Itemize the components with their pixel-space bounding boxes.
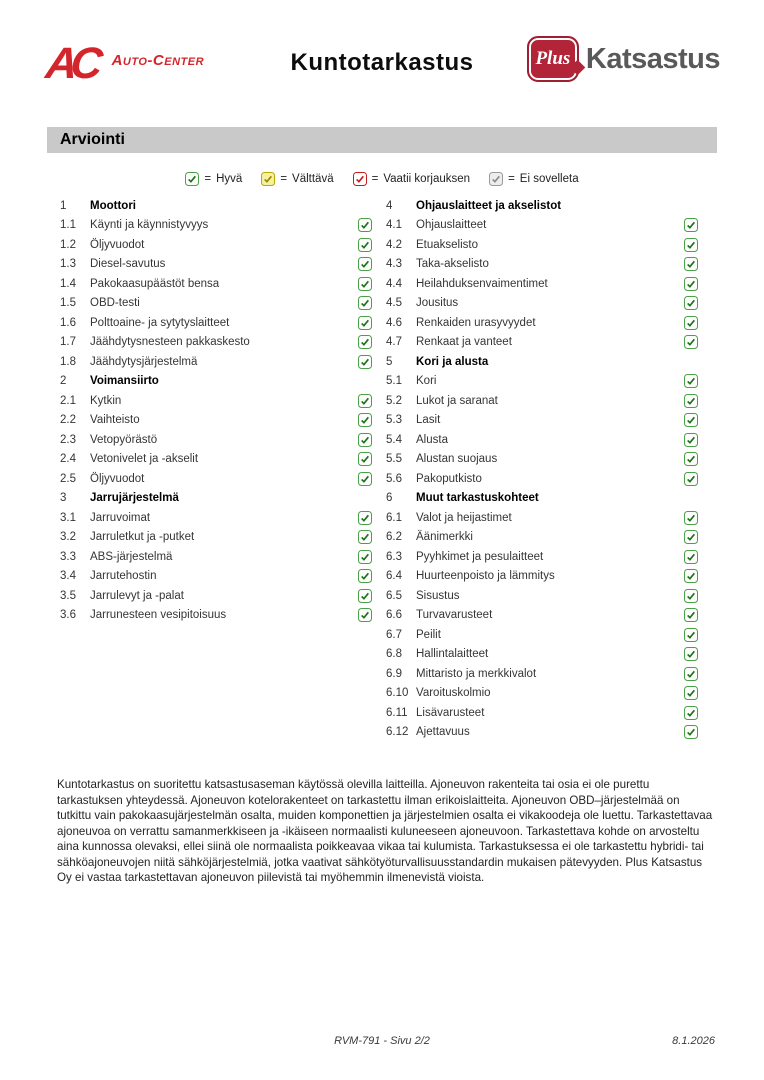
status-check-icon [358,452,372,466]
item-number: 6.12 [386,726,409,739]
item-number: 1.8 [60,355,76,368]
item-number: 5.1 [386,375,402,388]
checklist-row [386,216,698,236]
checklist-row [386,313,698,333]
item-label: Lukot ja saranat [416,394,498,407]
item-number: 6.1 [386,511,402,524]
checklist-row [60,196,372,216]
checklist-row [386,645,698,665]
item-number: 4.6 [386,316,402,329]
checklist-row [60,216,372,236]
checklist-row [60,547,372,567]
status-check-icon [358,355,372,369]
fair-check-icon [261,172,275,186]
checklist-row [60,567,372,587]
item-number: 5.5 [386,453,402,466]
item-number: 2.4 [60,453,76,466]
item-label: Mittaristo ja merkkivalot [416,667,537,680]
item-number: 5.3 [386,414,402,427]
item-number: 2.1 [60,394,76,407]
item-number: 4.5 [386,297,402,310]
checklist-row [386,528,698,548]
na-check-icon [489,172,503,186]
checklist-row [60,313,372,333]
status-check-icon [684,218,698,232]
legend-item-repair [353,172,470,186]
item-number: 6.2 [386,531,402,544]
checklist-row [60,255,372,275]
status-check-icon [684,647,698,661]
plus-badge-icon [527,36,579,82]
checklist-row [60,586,372,606]
item-label: Hallintalaitteet [416,648,489,661]
item-label: Jarrunesteen vesipitoisuus [90,609,227,622]
item-number: 3.5 [60,589,76,602]
status-check-icon [684,238,698,252]
item-label: Moottori [90,199,136,212]
status-check-icon [684,413,698,427]
item-label: Ohjauslaitteet [416,219,487,232]
status-check-icon [684,257,698,271]
legend-equals: = [371,173,379,185]
legend-item-good [185,172,242,186]
item-number: 6.5 [386,589,402,602]
item-label: Huurteenpoisto ja lämmitys [416,570,555,583]
repair-check-icon [353,172,367,186]
item-number: 6.8 [386,648,402,661]
checklist-row [386,508,698,528]
status-check-icon [358,413,372,427]
checklist-row [60,294,372,314]
checklist-row [386,625,698,645]
item-label: ABS-järjestelmä [90,550,173,563]
status-check-icon [358,335,372,349]
checklist-row [386,567,698,587]
status-check-icon [684,530,698,544]
checklist-row [60,469,372,489]
item-label: Alustan suojaus [416,453,498,466]
checklist-row [60,391,372,411]
checklist-row [386,723,698,743]
checklist-row [386,372,698,392]
checklist-row [60,274,372,294]
item-label: Renkaat ja vanteet [416,336,512,349]
plus-katsastus-logo [527,36,720,82]
item-number: 1.5 [60,297,76,310]
status-check-icon [684,472,698,486]
item-number: 2.2 [60,414,76,427]
status-check-icon [684,589,698,603]
item-label: Pakoputkisto [416,472,482,485]
item-number: 3.3 [60,550,76,563]
item-label: Ajettavuus [416,726,470,739]
status-check-icon [684,569,698,583]
checklist-row [60,450,372,470]
legend-label: Ei sovelleta [519,173,579,185]
item-label: Sisustus [416,589,460,602]
checklist-row [386,469,698,489]
status-check-icon [358,608,372,622]
item-label: Diesel-savutus [90,258,166,271]
item-label: Taka-akselisto [416,258,489,271]
status-check-icon [358,589,372,603]
checklist-row [386,352,698,372]
item-number: 2.3 [60,433,76,446]
checklist-row [60,528,372,548]
status-check-icon [684,628,698,642]
status-check-icon [684,452,698,466]
status-check-icon [684,394,698,408]
item-number: 2.5 [60,472,76,485]
checklist-row [386,586,698,606]
auto-center-logo-text: Auto-Center [111,51,205,69]
status-check-icon [358,238,372,252]
checklist-column-left [60,196,372,625]
status-check-icon [358,218,372,232]
checklist-row [60,333,372,353]
item-number: 3.2 [60,531,76,544]
item-label: Renkaiden urasyvyydet [416,316,536,329]
item-number: 3.6 [60,609,76,622]
item-label: Etuakselisto [416,238,479,251]
checklist-row [60,508,372,528]
status-check-icon [358,316,372,330]
item-label: OBD-testi [90,297,140,310]
legend-equals: = [204,173,212,185]
item-label: Kori [416,375,437,388]
item-label: Jarruletkut ja -putket [90,531,195,544]
checklist-row [60,489,372,509]
item-number: 1.2 [60,238,76,251]
checklist-row [60,606,372,626]
checklist-row [386,333,698,353]
status-check-icon [358,569,372,583]
status-check-icon [684,550,698,564]
status-check-icon [684,277,698,291]
item-number: 1.3 [60,258,76,271]
auto-center-logo-mark: AC [43,39,99,88]
item-number: 5.6 [386,472,402,485]
item-label: Muut tarkastuskohteet [416,492,539,505]
item-number: 6.4 [386,570,402,583]
item-label: Alusta [416,433,448,446]
item-label: Vaihteisto [90,414,140,427]
legend-item-na [489,172,579,186]
item-number: 3.1 [60,511,76,524]
item-number: 4.4 [386,277,402,290]
status-check-icon [684,374,698,388]
item-label: Valot ja heijastimet [416,511,512,524]
checklist-row [386,664,698,684]
status-check-icon [358,433,372,447]
checklist-row [60,411,372,431]
item-number: 6.3 [386,550,402,563]
item-number: 4 [386,199,393,212]
item-label: Peilit [416,628,441,641]
page-title: Kuntotarkastus [290,49,474,76]
item-label: Jäähdytysnesteen pakkaskesto [90,336,250,349]
checklist-row [386,489,698,509]
status-check-icon [684,511,698,525]
item-label: Pyyhkimet ja pesulaitteet [416,550,544,563]
status-check-icon [684,296,698,310]
item-number: 2 [60,375,67,388]
checklist-row [386,196,698,216]
item-number: 6.9 [386,667,402,680]
status-check-icon [358,296,372,310]
status-check-icon [684,335,698,349]
item-number: 6.6 [386,609,402,622]
legend-item-fair [261,172,333,186]
item-number: 6.7 [386,628,402,641]
checklist-row [60,235,372,255]
item-label: Jäähdytysjärjestelmä [90,355,198,368]
checklist-row [386,391,698,411]
checklist-column-right [386,196,698,742]
checklist-row [386,294,698,314]
item-number: 4.2 [386,238,402,251]
item-label: Polttoaine- ja sytytyslaitteet [90,316,230,329]
checklist-row [60,372,372,392]
checklist-row [386,703,698,723]
item-number: 5.4 [386,433,402,446]
item-number: 1 [60,199,67,212]
item-number: 5.2 [386,394,402,407]
legend-label: Välttävä [292,173,334,185]
status-legend [47,169,717,189]
item-number: 1.6 [60,316,76,329]
checklist-row [386,450,698,470]
legend-equals: = [280,173,288,185]
checklist-row [60,430,372,450]
katsastus-logo-word: Katsastus [585,42,720,75]
disclaimer-text: Kuntotarkastus on suoritettu katsastusaseman käytössä olevilla laitteilla. Ajoneuvon rakenteita tai osia ei ole purettu tarkastuksen yhteydessä. Ajoneuvon kotelorakenteet on tarkastettu ilman erikoislaitteita. Ajoneuvon OBD–järjestelmää on tutkittu vain pakokaasujärjestelmän osalta, muiden komponettien ja järjestelmien osalta ei vikakoodeja ole luettu. Tarkastettavaa ajoneuvoa on verrattu samanmerkkiseen ja -ikäiseen normaalisti kuluneeseen ajoneuvoon. Tarkastettava kohde on arvosteltu aina kunnossa olevaksi, ellei siinä ole normaalista poikkeavaa vikaa tai kulumista. Tarkastuksessa ei ole tarkastettu hybridi- tai sähköajoneuvojen niitä sähköjärjestelmiä, jotka vaativat sähkötyöturvallisuusstandardin mukaisen pätevyyden. Plus Katsastus Oy ei vastaa tarkastettavan ajoneuvon piilevistä tai myöhemmin ilmenevistä vioista. [57,778,713,884]
status-check-icon [684,433,698,447]
item-label: Jarruvoimat [90,511,151,524]
status-check-icon [358,472,372,486]
item-label: Käynti ja käynnistyvyys [90,219,209,232]
item-label: Öljyvuodot [90,472,145,485]
status-check-icon [358,511,372,525]
status-check-icon [358,277,372,291]
item-number: 1.7 [60,336,76,349]
section-header-arviointi: Arviointi [47,127,717,153]
status-check-icon [684,725,698,739]
status-check-icon [684,667,698,681]
item-label: Jarrutehostin [90,570,157,583]
legend-label: Hyvä [216,173,243,185]
item-number: 3.4 [60,570,76,583]
status-check-icon [358,550,372,564]
item-label: Jarrujärjestelmä [90,492,179,505]
item-number: 3 [60,492,67,505]
checklist-row [386,547,698,567]
plus-logo-word: Plus [535,48,571,69]
checklist-row [386,235,698,255]
item-label: Kytkin [90,394,122,407]
legend-label: Vaatii korjauksen [383,173,471,185]
item-label: Voimansiirto [90,375,159,388]
status-check-icon [684,686,698,700]
item-label: Kori ja alusta [416,355,489,368]
item-number: 4.7 [386,336,402,349]
checklist-row [386,430,698,450]
item-number: 6.10 [386,687,409,700]
status-check-icon [358,530,372,544]
item-number: 4.3 [386,258,402,271]
status-check-icon [358,394,372,408]
good-check-icon [185,172,199,186]
item-label: Vetopyörästö [90,433,158,446]
item-label: Varoituskolmio [416,687,491,700]
item-number: 6.11 [386,706,408,719]
item-number: 5 [386,355,393,368]
item-number: 4.1 [386,219,402,232]
item-label: Vetonivelet ja -akselit [90,453,199,466]
footer-date: 8.1.2026 [672,1035,715,1047]
checklist-row [386,255,698,275]
status-check-icon [684,608,698,622]
item-number: 1.1 [60,219,76,232]
status-check-icon [684,316,698,330]
checklist-row [386,411,698,431]
item-label: Pakokaasupäästöt bensa [90,277,220,290]
footer-page-reference: RVM-791 - Sivu 2/2 [334,1035,430,1047]
item-label: Jousitus [416,297,459,310]
status-check-icon [358,257,372,271]
legend-equals: = [508,173,515,185]
status-check-icon [684,706,698,720]
checklist-row [60,352,372,372]
item-label: Öljyvuodot [90,238,145,251]
item-label: Turvavarusteet [416,609,493,622]
item-label: Äänimerkki [416,531,473,544]
item-number: 1.4 [60,277,76,290]
item-number: 6 [386,492,393,505]
item-label: Lasit [416,414,441,427]
checklist-row [386,684,698,704]
item-label: Ohjauslaitteet ja akselistot [416,199,562,212]
item-label: Lisävarusteet [416,706,485,719]
checklist-row [386,606,698,626]
item-label: Jarrulevyt ja -palat [90,589,184,602]
item-label: Heilahduksenvaimentimet [416,277,548,290]
checklist-row [386,274,698,294]
